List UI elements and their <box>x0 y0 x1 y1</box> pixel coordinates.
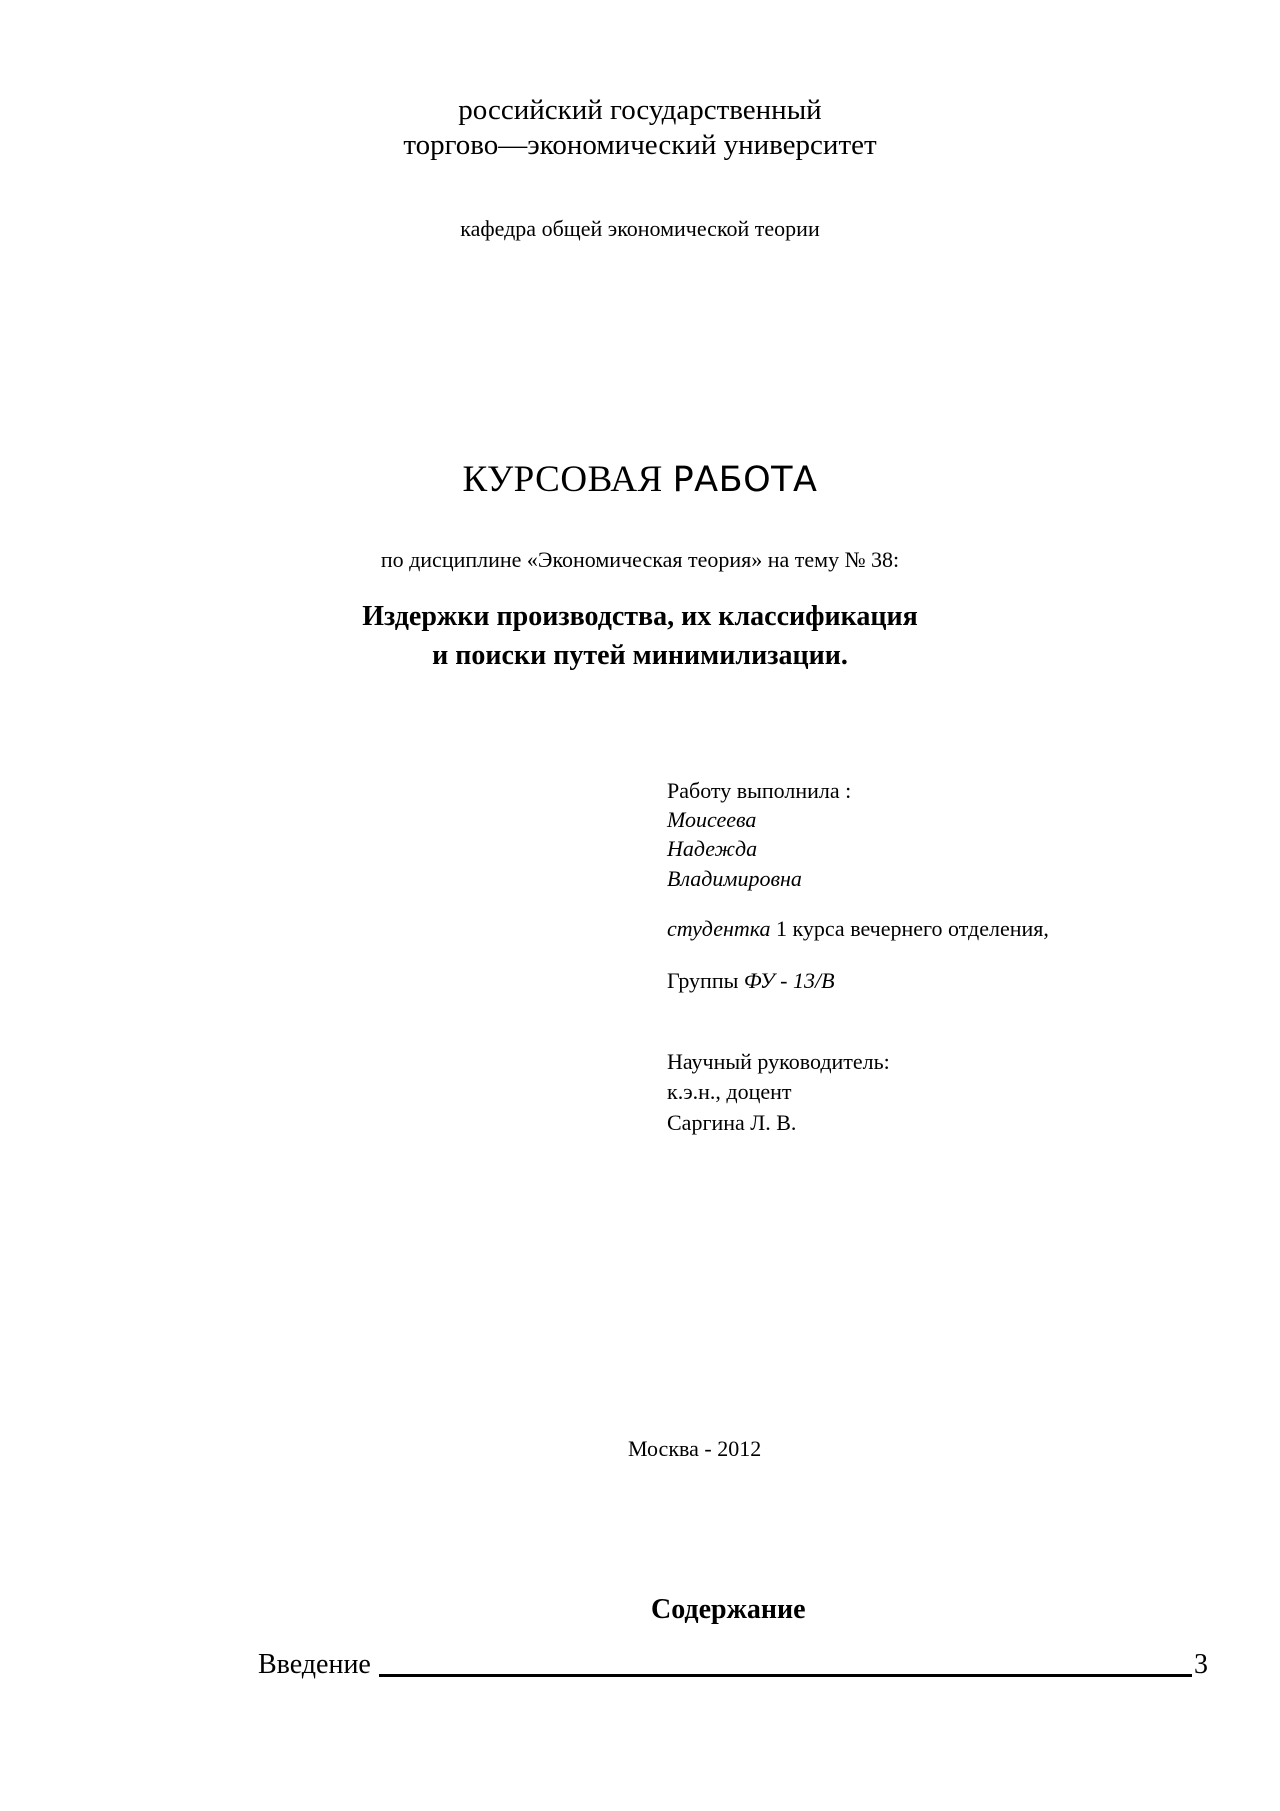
author-group-label: Группы <box>667 968 744 993</box>
university-name-line1: российский государственный <box>458 94 822 126</box>
topic-line1: Издержки производства, их классификация <box>362 601 918 632</box>
topic-line2: и поиски путей минимилизации. <box>432 640 848 671</box>
supervisor-name: Саргина Л. В. <box>667 1110 797 1135</box>
toc-entry-page: 3 <box>1194 1649 1208 1680</box>
city-year: Москва - 2012 <box>628 1436 762 1461</box>
document-title-word1: КУРСОВАЯ <box>462 459 663 500</box>
author-group-value: ФУ - 13/В <box>743 968 835 993</box>
supervisor-degree: к.э.н., доцент <box>667 1079 792 1104</box>
author-label: Работу выполнила : <box>667 778 852 803</box>
toc-entry-label: Введение <box>258 1649 371 1680</box>
author-name: Надежда <box>667 836 758 861</box>
toc-leader-line <box>379 1648 1192 1677</box>
document-title-word2: РАБОТА <box>672 460 818 500</box>
document-title <box>0 458 1280 502</box>
author-status <box>667 914 1049 943</box>
author-status-word: студентка <box>667 916 771 941</box>
university-name-line2: торгово—экономический университет <box>403 129 877 161</box>
toc-title: Содержание <box>651 1594 806 1625</box>
author-patronymic: Владимировна <box>667 866 802 891</box>
department-name: кафедра общей экономической теории <box>460 216 820 241</box>
toc-entry <box>258 1647 1208 1683</box>
author-surname: Моисеева <box>667 807 757 832</box>
discipline-line: по дисциплине «Экономическая теория» на тему № 38: <box>380 547 900 572</box>
author-group <box>667 966 835 995</box>
supervisor-label: Научный руководитель: <box>667 1049 890 1074</box>
author-status-rest: 1 курса вечернего отделения, <box>770 916 1049 941</box>
